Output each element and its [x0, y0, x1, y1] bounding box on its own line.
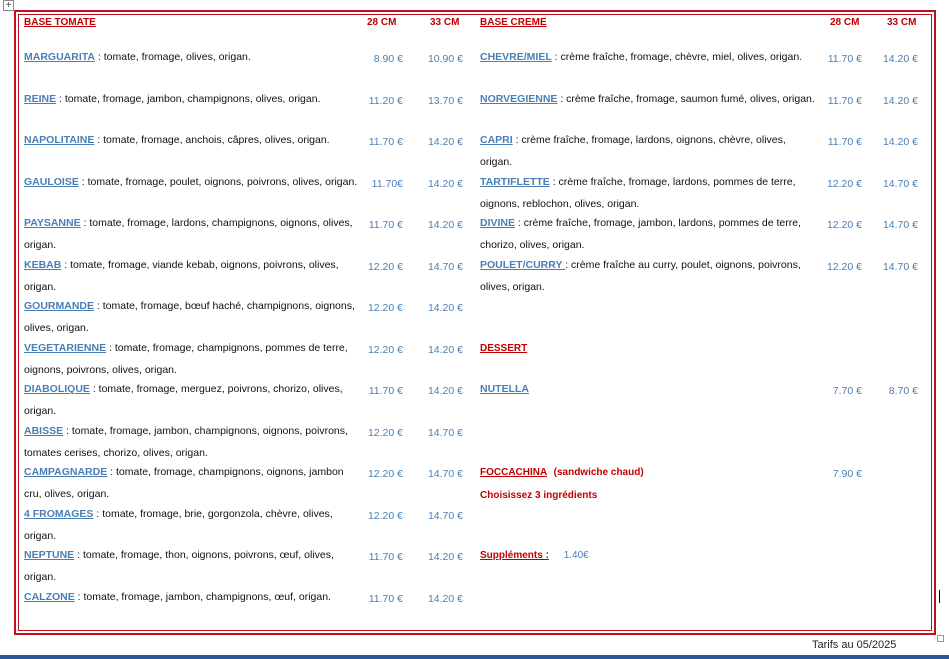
nutella-name: NUTELLA — [480, 383, 529, 395]
list-item — [480, 212, 815, 256]
pizza-ingredients: : tomate, fromage, lardons, champignons, oignons, olives, origan. — [24, 217, 353, 251]
list-item — [24, 212, 359, 256]
price-33cm: 14.70 € — [427, 468, 463, 480]
pizza-name: DIVINE — [480, 217, 516, 229]
supplements-label: Suppléments : — [480, 550, 549, 561]
pizza-name: CHEVRE/MIEL — [480, 51, 552, 63]
price-28cm: 12.20 € — [826, 260, 862, 273]
pizza-name: PAYSANNE — [24, 217, 81, 229]
pizza-ingredients: : crème fraîche, fromage, lardons, pommes de terre, oignons, reblochon, olives, origan. — [480, 175, 796, 210]
pizza-name: CALZONE — [24, 590, 75, 603]
dessert-title: DESSERT — [480, 343, 528, 354]
pizza-ingredients: : tomate, fromage, brie, gorgonzola, chèvre, olives, origan. — [24, 507, 333, 542]
nutella-price-28: 7.70 € — [832, 385, 862, 397]
pizza-name: REINE — [24, 92, 57, 105]
pizza-name: KEBAB — [24, 258, 62, 271]
list-item — [24, 88, 359, 110]
price-28cm: 12.20 € — [826, 219, 862, 231]
price-28cm: 12.20 € — [367, 509, 403, 522]
price-33cm: 14.70 € — [427, 426, 463, 439]
pizza-ingredients: : tomate, fromage, jambon, champignons, œuf, origan. — [74, 590, 331, 603]
list-item — [480, 378, 810, 400]
pizza-ingredients: : tomate, fromage, anchois, câpres, olives, origan. — [94, 134, 330, 146]
price-28cm: 12.20 € — [367, 302, 403, 314]
pizza-name: POULET/CURRY — [480, 258, 566, 271]
pizza-name: DIABOLIQUE — [24, 383, 90, 395]
list-item — [24, 46, 359, 68]
price-28cm: 11.70 € — [368, 219, 403, 231]
pizza-ingredients: : tomate, fromage, olives, origan. — [94, 51, 251, 63]
list-item — [480, 254, 815, 298]
price-33cm: 14.20 € — [882, 136, 918, 148]
price-28cm: 12.20 € — [367, 468, 403, 480]
left-col-28cm-header: 28 CM — [367, 17, 397, 28]
pizza-ingredients: : tomate, fromage, viande kebab, oignons, poivrons, olives, origan. — [24, 258, 339, 293]
price-28cm: 11.20 € — [368, 94, 403, 107]
price-33cm: 14.20 € — [882, 94, 918, 107]
pizza-name: VEGETARIENNE — [24, 341, 107, 354]
right-col-33cm-header: 33 CM — [887, 17, 917, 28]
price-33cm: 14.20 € — [882, 53, 918, 65]
table-move-handle-icon[interactable]: + — [3, 0, 14, 11]
list-item — [24, 420, 359, 464]
price-33cm: 13.70 € — [427, 94, 463, 107]
pizza-ingredients: : tomate, fromage, thon, oignons, poivrons, œuf, olives, origan. — [24, 549, 334, 583]
pizza-ingredients: : crème fraîche, fromage, jambon, lardons, pommes de terre, chorizo, olives, origan. — [480, 217, 801, 251]
window-bottom-bar — [0, 655, 949, 659]
price-28cm: 12.20 € — [367, 426, 403, 439]
left-col-33cm-header: 33 CM — [430, 17, 460, 28]
text-cursor — [939, 590, 940, 603]
list-item — [480, 46, 815, 68]
price-28cm: 11.70 € — [368, 592, 403, 605]
price-28cm: 11.70 € — [827, 136, 862, 148]
pizza-name: MARGUARITA — [24, 51, 95, 63]
pizza-name: ABISSE — [24, 424, 64, 437]
pizza-name: GOURMANDE — [24, 300, 94, 312]
price-33cm: 14.20 € — [427, 385, 463, 397]
pizza-ingredients: : tomate, fromage, jambon, champignons, olives, origan. — [56, 92, 321, 105]
price-33cm: 10.90 € — [427, 53, 463, 65]
price-28cm: 11.70 € — [827, 94, 862, 107]
right-col-28cm-header: 28 CM — [830, 17, 860, 28]
price-33cm: 14.20 € — [427, 592, 463, 605]
list-item — [24, 586, 359, 608]
base-tomate-title: BASE TOMATE — [24, 17, 96, 28]
supplements-row — [480, 550, 589, 561]
pizza-name: 4 FROMAGES — [24, 507, 94, 520]
price-28cm: 11.70 € — [368, 551, 403, 563]
price-28cm: 8.90 € — [373, 53, 403, 65]
pizza-ingredients: : tomate, fromage, bœuf haché, champignons, oignons, olives, origan. — [24, 300, 355, 334]
price-28cm: 12.20 € — [367, 260, 403, 273]
pizza-name: CAMPAGNARDE — [24, 466, 108, 478]
list-item — [480, 171, 815, 215]
list-item — [24, 295, 359, 339]
pizza-name: NAPOLITAINE — [24, 134, 95, 146]
list-item — [24, 254, 359, 298]
price-33cm: 14.70 € — [882, 260, 918, 273]
price-28cm: 11.70 € — [368, 385, 403, 397]
price-33cm: 14.20 € — [427, 302, 463, 314]
footer-date: Tarifs au 05/2025 — [812, 639, 897, 651]
pizza-ingredients: : tomate, fromage, merguez, poivrons, chorizo, olives, origan. — [24, 383, 343, 417]
list-item — [24, 461, 359, 505]
price-33cm: 14.20 € — [427, 136, 463, 148]
foccachina-heading — [480, 467, 644, 478]
pizza-name: NEPTUNE — [24, 549, 75, 561]
base-creme-title: BASE CREME — [480, 17, 547, 28]
price-28cm: 11.70 € — [368, 136, 403, 148]
price-33cm: 14.20 € — [427, 219, 463, 231]
list-item — [24, 171, 359, 193]
nutella-price-33: 8.70 € — [888, 385, 918, 397]
list-item — [480, 88, 815, 110]
price-33cm: 14.70 € — [882, 219, 918, 231]
foccachina-subtitle: (sandwiche chaud) — [553, 467, 644, 478]
supplements-price: 1.40€ — [563, 550, 589, 561]
list-item — [24, 544, 359, 588]
foccachina-price: 7.90 € — [832, 468, 862, 480]
resize-handle[interactable] — [937, 635, 944, 642]
pizza-ingredients: : tomate, fromage, champignons, pommes de terre, oignons, poivrons, olives, origan. — [24, 341, 348, 376]
price-33cm: 14.20 € — [427, 177, 463, 190]
pizza-ingredients: : tomate, fromage, champignons, oignons, jambon cru, olives, origan. — [24, 466, 344, 500]
pizza-name: CAPRI — [480, 134, 513, 146]
pizza-name: TARTIFLETTE — [480, 175, 550, 188]
list-item — [24, 503, 359, 547]
list-item — [24, 337, 359, 381]
price-33cm: 14.70 € — [427, 260, 463, 273]
pizza-ingredients: : crème fraîche, fromage, saumon fumé, olives, origan. — [557, 92, 815, 105]
pizza-ingredients: : tomate, fromage, jambon, champignons, oignons, poivrons, tomates cerises, chorizo, olives, origan. — [24, 424, 348, 459]
foccachina-title: FOCCACHINA — [480, 467, 547, 478]
pizza-ingredients: : crème fraîche, fromage, chèvre, miel, olives, origan. — [551, 51, 803, 63]
price-33cm: 14.70 € — [882, 177, 918, 190]
pizza-ingredients: : crème fraîche, fromage, lardons, oignons, chèvre, olives, origan. — [480, 134, 786, 168]
pizza-name: NORVEGIENNE — [480, 92, 558, 105]
price-28cm: 12.20 € — [826, 177, 862, 190]
price-33cm: 14.20 € — [427, 551, 463, 563]
price-33cm: 14.20 € — [427, 343, 463, 356]
price-28cm: 11.70 € — [827, 53, 862, 65]
price-28cm: 11.70€ — [371, 177, 403, 190]
foccachina-note: Choisissez 3 ingrédients — [480, 490, 598, 501]
pizza-ingredients: : tomate, fromage, poulet, oignons, poivrons, olives, origan. — [78, 175, 358, 188]
pizza-name: GAULOISE — [24, 175, 79, 188]
price-33cm: 14.70 € — [427, 509, 463, 522]
list-item — [480, 129, 815, 173]
list-item — [24, 129, 359, 151]
price-28cm: 12.20 € — [367, 343, 403, 356]
list-item — [24, 378, 359, 422]
pizza-ingredients: : crème fraîche au curry, poulet, oignons, poivrons, olives, origan. — [480, 258, 801, 293]
